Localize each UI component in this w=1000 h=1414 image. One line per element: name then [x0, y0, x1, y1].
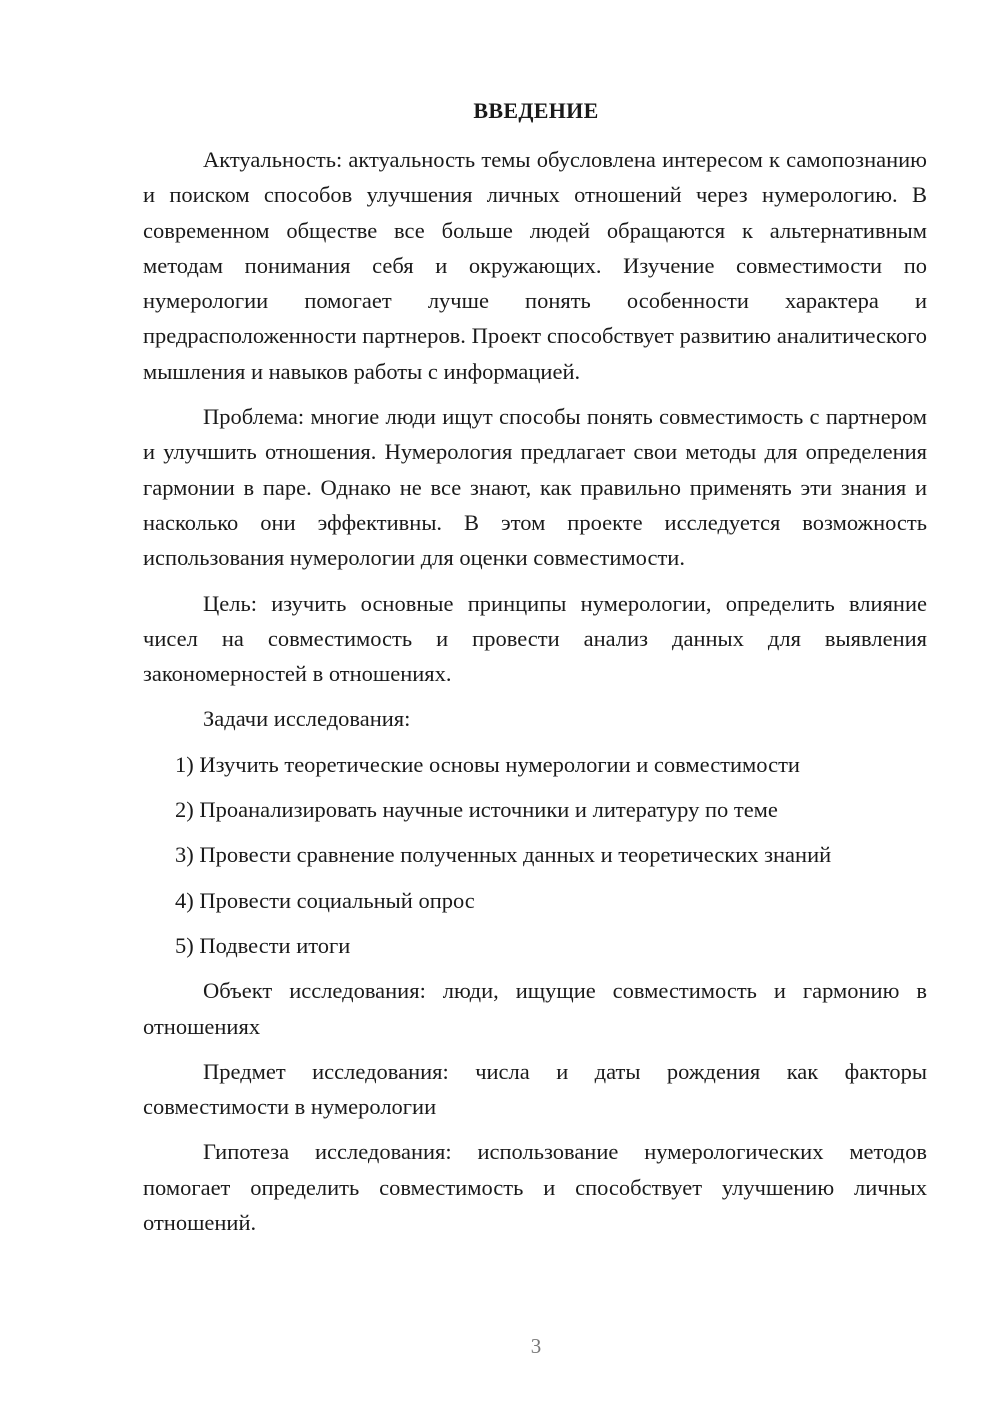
- page-title: ВВЕДЕНИЕ: [473, 98, 599, 123]
- tasks-heading: Задачи исследования:: [203, 706, 411, 732]
- document-body: [143, 142, 927, 1250]
- list-item: 1) Изучить теоретические основы нумерологии и совместимости: [175, 751, 800, 777]
- list-item: 2) Проанализировать научные источники и литературу по теме: [175, 797, 778, 823]
- paragraph-object: Объект исследования: люди, ищущие совместимость и гармонию в отношениях: [143, 978, 927, 1039]
- paragraph-relevance: Актуальность: актуальность темы обусловлена интересом к самопознанию и поиском способов улучшения личных отношений через нумерологию. В современном обществе все больше людей обращаются к альтернативным методам понимания себя и окружающих. Изучение совместимости по нумерологии помогает лучше понять особенности характера и предрасположенности партнеров. Проект способствует развитию аналитического мышления и навыков работы с информацией.: [143, 147, 927, 384]
- paragraph-goal: Цель: изучить основные принципы нумерологии, определить влияние чисел на совместимость и провести анализ данных для выявления закономерностей в отношениях.: [143, 590, 927, 687]
- task-list: [143, 747, 927, 963]
- paragraph-hypothesis: Гипотеза исследования: использование нумерологических методов помогает определить совместимость и способствует улучшению личных отношений.: [143, 1139, 927, 1236]
- list-item: 5) Подвести итоги: [175, 932, 351, 958]
- list-item: 3) Провести сравнение полученных данных и теоретических знаний: [175, 842, 832, 868]
- list-item: 4) Провести социальный опрос: [175, 887, 475, 913]
- page-number: 3: [530, 1334, 542, 1358]
- paragraph-problem: Проблема: многие люди ищут способы понять совместимость с партнером и улучшить отношения. Нумерология предлагает свои методы для определения гармонии в паре. Однако не все знают, как правильно применять эти знания и насколько они эффективны. В этом проекте исследуется возможность использования нумерологии для оценки совместимости.: [143, 404, 927, 571]
- paragraph-subject: Предмет исследования: числа и даты рождения как факторы совместимости в нумерологии: [143, 1058, 927, 1120]
